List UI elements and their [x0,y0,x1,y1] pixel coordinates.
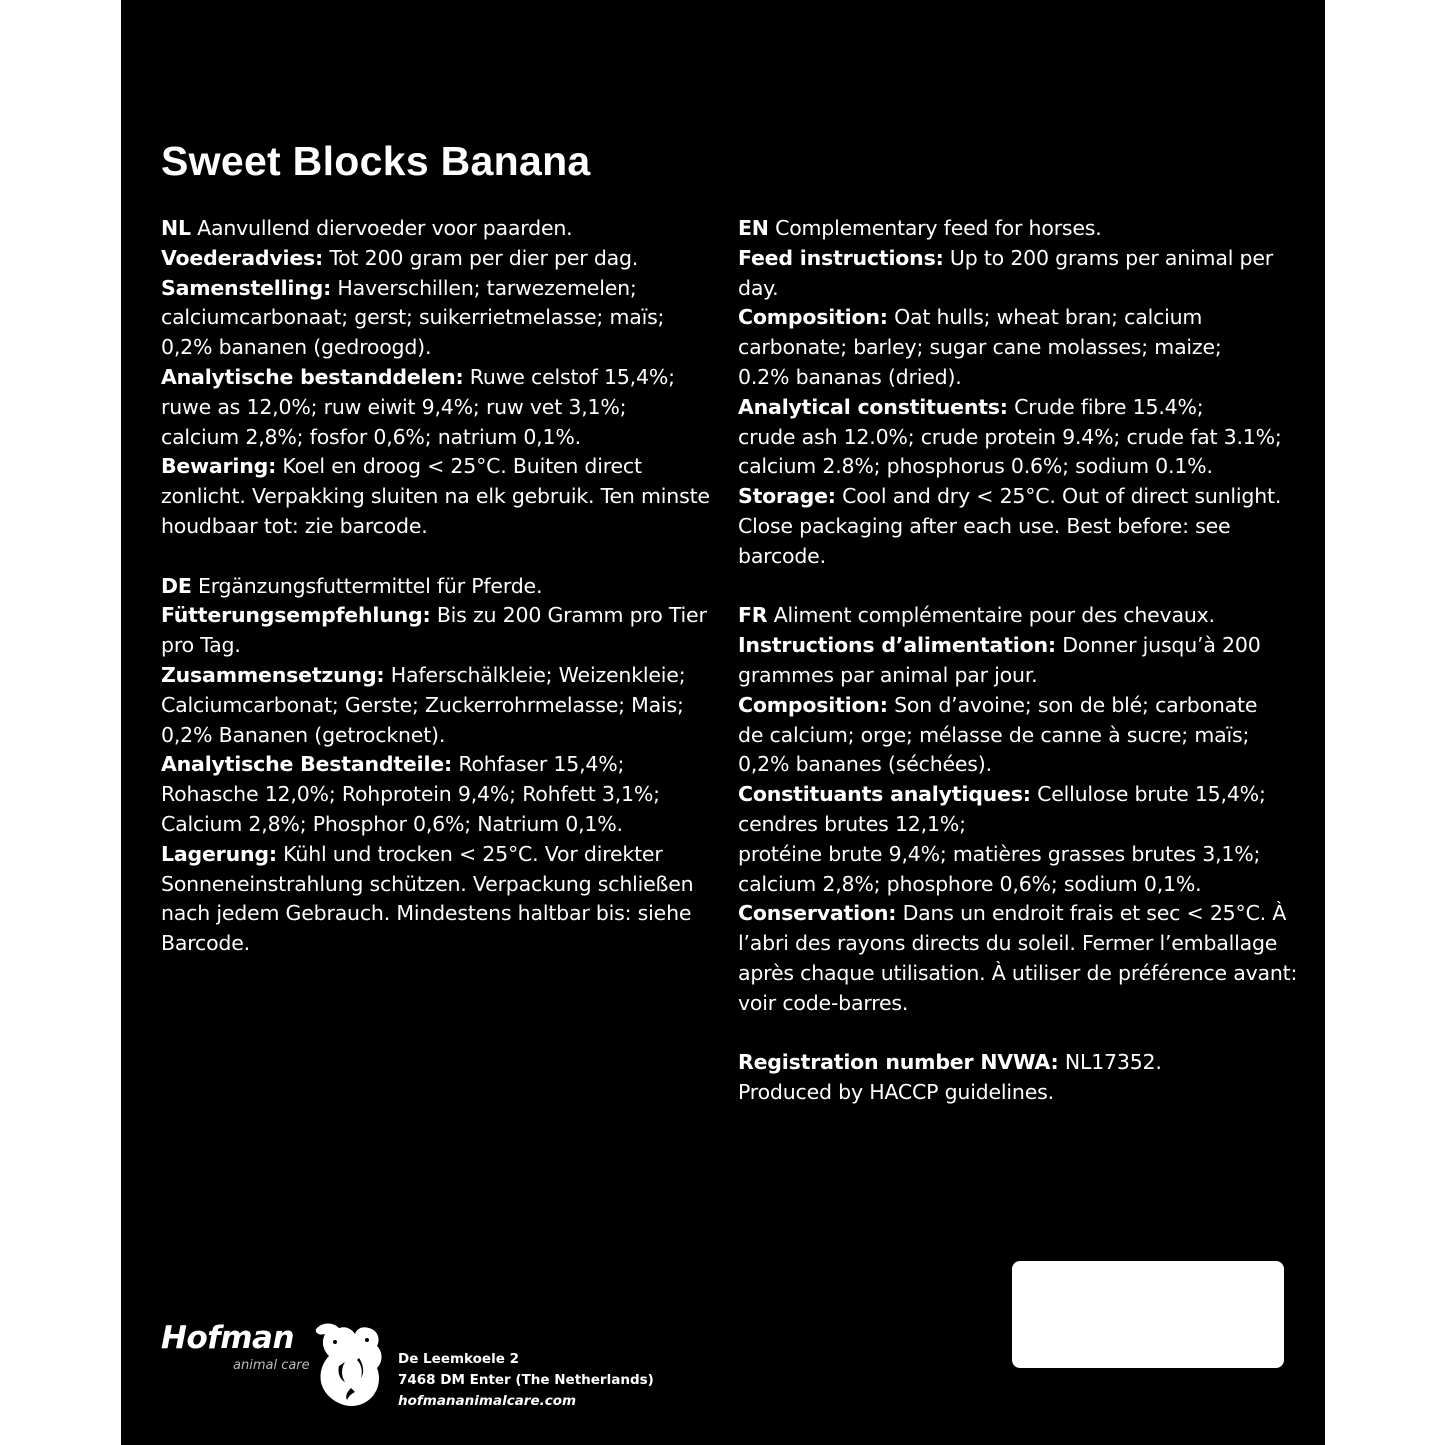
text-line: calcium 2,8%; phosphore 0,6%; sodium 0,1%. [738,871,1202,896]
text-heading: Voederadvies: [161,245,324,270]
section-de [161,572,716,959]
text-line: nach jedem Gebrauch. Mindestens haltbar bis: siehe [161,901,692,926]
text-line: Calciumcarbonat; Gerste; Zuckerrohrmelasse; Mais; [161,692,684,717]
text-line [161,572,716,602]
text-body: Donner jusqu’à 200 [1055,633,1261,658]
text-heading: Analytical constituents: [738,394,1008,419]
text-line: barcode. [738,543,826,568]
text-heading: Storage: [738,484,836,509]
text-line [738,482,1298,512]
text-heading: Fütterungsempfehlung: [161,603,431,628]
text-line [161,244,716,274]
brand-name: Hofman [161,1320,295,1356]
text-heading: Constituants analytiques: [738,782,1031,807]
left-column [161,214,716,989]
text-line [738,303,1298,333]
text-line: carbonate; barley; sugar cane molasses; maize; [738,335,1222,360]
text-line [161,274,716,304]
text-body: Crude fibre 15.4%; [1007,394,1204,419]
text-heading: FR [738,603,768,628]
text-heading: Registration number NVWA: [738,1050,1059,1075]
text-line: calcium 2.8%; phosphorus 0.6%; sodium 0.1%. [738,454,1213,479]
text-line [161,750,716,780]
text-line: day. [738,275,779,300]
text-line: Close packaging after each use. Best before: see [738,513,1231,538]
text-heading: Bewaring: [161,454,277,479]
brand-logo [161,1320,310,1373]
text-body: Ergänzungsfuttermittel für Pferde. [191,573,543,598]
text-line: de calcium; orge; mélasse de canne à sucre; maïs; [738,722,1250,747]
text-body: Ruwe celstof 15,4%; [463,364,675,389]
text-heading: EN [738,216,769,240]
text-line: 0,2% Bananen (getrocknet). [161,722,446,747]
text-body: NL17352. [1058,1050,1162,1075]
text-line: crude ash 12.0%; crude protein 9.4%; crude fat 3.1%; [738,424,1282,449]
text-line [738,601,1298,631]
text-line [738,899,1298,929]
right-column [738,214,1298,1138]
text-body: Rohfaser 15,4%; [452,752,625,777]
text-line [738,631,1298,661]
text-line [161,214,716,244]
text-body: Haverschillen; tarwezemelen; [331,275,637,300]
text-body: Up to 200 grams per animal per [943,245,1273,270]
text-line [738,393,1298,423]
text-line: zonlicht. Verpakking sluiten na elk gebruik. Ten minste [161,484,710,509]
text-heading: Analytische bestanddelen: [161,364,464,389]
text-heading: NL [161,216,191,240]
text-body: Koel en droog < 25°C. Buiten direct [276,454,642,479]
text-body: Dans un endroit frais et sec < 25°C. À [896,901,1287,926]
text-line: houdbaar tot: zie barcode. [161,513,428,538]
text-line: grammes par animal par jour. [738,662,1038,687]
section-registration [738,1048,1298,1108]
text-line: 0.2% bananas (dried). [738,364,962,389]
text-body: Cellulose brute 15,4%; [1030,782,1266,807]
company-address [398,1349,654,1412]
text-line [738,780,1298,810]
product-label [121,0,1325,1445]
text-body: Kühl und trocken < 25°C. Vor direkter [276,841,663,866]
text-line: cendres brutes 12,1%; [738,811,966,836]
text-line [738,691,1298,721]
text-line: calcium 2,8%; fosfor 0,6%; natrium 0,1%. [161,424,581,449]
text-line: 0,2% bananes (séchées). [738,752,992,777]
text-body: Complementary feed for horses. [768,216,1102,240]
text-body: Aanvullend diervoeder voor paarden. [190,216,573,240]
text-heading: Composition: [738,692,888,717]
text-line: 0,2% bananen (gedroogd). [161,335,432,360]
website-link[interactable]: hofmananimalcare.com [398,1393,577,1409]
product-title: Sweet Blocks Banana [161,138,591,184]
text-heading: Samenstelling: [161,275,332,300]
text-line: calciumcarbonaat; gerst; suikerrietmelasse; maïs; [161,305,665,330]
text-line: Calcium 2,8%; Phosphor 0,6%; Natrium 0,1%. [161,811,623,836]
text-line: protéine brute 9,4%; matières grasses brutes 3,1%; [738,841,1261,866]
text-line: pro Tag. [161,633,241,658]
brand-subtitle: animal care [233,1358,310,1373]
text-line [738,244,1298,274]
text-line: voir code-barres. [738,990,909,1015]
text-line: ruwe as 12,0%; ruw eiwit 9,4%; ruw vet 3,1%; [161,394,627,419]
text-line [161,661,716,691]
text-body: Tot 200 gram per dier per dag. [323,245,639,270]
text-line [161,363,716,393]
address-street: De Leemkoele 2 [398,1351,519,1367]
text-body: Bis zu 200 Gramm pro Tier [430,603,707,628]
text-heading: Zusammensetzung: [161,662,385,687]
address-city: 7468 DM Enter (The Netherlands) [398,1372,654,1388]
text-line: l’abri des rayons directs du soleil. Fermer l’emballage [738,931,1278,956]
text-line: Barcode. [161,931,250,956]
text-heading: Analytische Bestandteile: [161,752,452,777]
text-body: Son d’avoine; son de blé; carbonate [887,692,1258,717]
text-body: Aliment complémentaire pour des chevaux. [767,603,1215,628]
text-heading: Instructions d’alimentation: [738,633,1056,658]
text-line [161,601,716,631]
text-line [161,840,716,870]
text-heading: Lagerung: [161,841,277,866]
text-line [161,452,716,482]
text-line [738,214,1298,244]
text-line: Sonneneinstrahlung schützen. Verpackung schließen [161,871,694,896]
section-nl [161,214,716,542]
text-body: Haferschälkleie; Weizenkleie; [384,662,686,687]
section-fr [738,601,1298,1018]
barcode-area [1012,1261,1284,1368]
text-heading: Composition: [738,305,888,330]
text-line: Rohasche 12,0%; Rohprotein 9,4%; Rohfett 3,1%; [161,782,660,807]
section-en [738,214,1298,572]
text-line [738,1048,1298,1078]
text-heading: Feed instructions: [738,245,944,270]
animals-logo-icon [311,1318,383,1408]
text-body: Oat hulls; wheat bran; calcium [887,305,1203,330]
text-line: après chaque utilisation. À utiliser de préférence avant: [738,960,1298,985]
text-heading: DE [161,573,192,598]
text-body: Cool and dry < 25°C. Out of direct sunlight. [835,484,1282,509]
text-line: Produced by HACCP guidelines. [738,1080,1054,1105]
text-heading: Conservation: [738,901,897,926]
